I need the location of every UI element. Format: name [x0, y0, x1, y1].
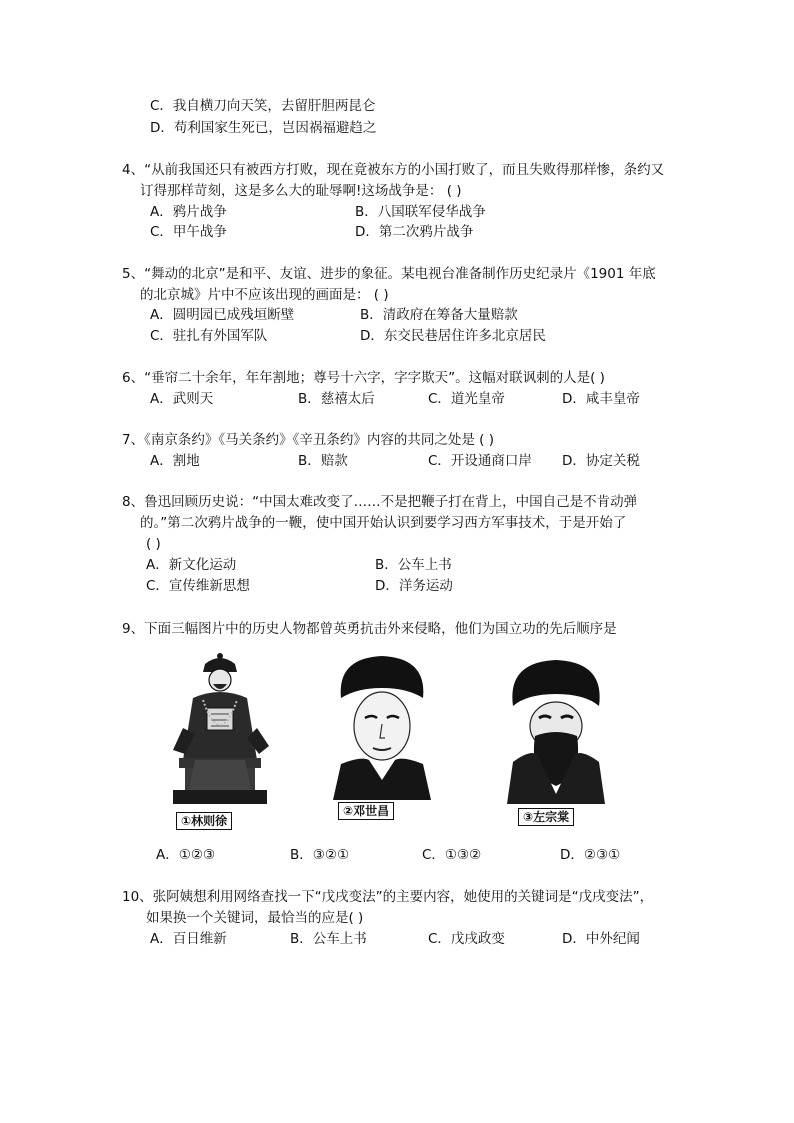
- q6-option-a: A．武则天: [150, 391, 214, 407]
- q7-option-b: B．赔款: [298, 453, 348, 469]
- portrait-deng-shichang: [327, 652, 437, 800]
- caption-lin-zexu: ①林则徐: [176, 812, 232, 830]
- q5-option-a: A．圆明园已成残垣断壁: [150, 307, 295, 323]
- q6-option-b: B．慈禧太后: [298, 391, 375, 407]
- q9-option-d: D．②③①: [560, 847, 621, 863]
- q7-stem-line1: 7、《南京条约》《马关条约》《辛丑条约》内容的共同之处是 ( ): [122, 432, 494, 448]
- portrait-lin-zexu: [165, 650, 275, 808]
- q6-option-c: C．道光皇帝: [428, 391, 505, 407]
- q5-stem-line2: 的北京城》片中不应该出现的画面是： ( ): [140, 287, 389, 303]
- q9-option-b: B．③②①: [290, 847, 350, 863]
- q8-option-d: D．洋务运动: [375, 578, 453, 594]
- q8-option-b: B．公车上书: [375, 557, 452, 573]
- q9-option-c: C．①③②: [422, 847, 482, 863]
- q9-option-a: A．①②③: [156, 847, 216, 863]
- q3-option-d: D．苟利国家生死已，岂因祸福避趋之: [150, 120, 377, 136]
- q4-option-c: C．甲午战争: [150, 224, 227, 240]
- q5-option-d: D．东交民巷居住许多北京居民: [360, 328, 546, 344]
- q10-option-d: D．中外纪闻: [562, 931, 640, 947]
- q4-stem-line2: 订得那样苛刻，这是多么大的耻辱啊!这场战争是： ( ): [140, 183, 462, 199]
- q3-option-c: C．我自横刀向天笑，去留肝胆两昆仑: [150, 98, 376, 114]
- q8-option-c: C．宣传维新思想: [146, 578, 250, 594]
- q4-stem-line1: 4、“从前我国还只有被西方打败，现在竟被东方的小国打败了，而且失败得那样惨，条约又: [122, 162, 665, 178]
- q10-stem-line2: 如果换一个关键词，最恰当的应是( ): [146, 910, 364, 926]
- q8-stem-line2: 的。”第二次鸦片战争的一鞭，使中国开始认识到要学习西方军事技术，于是开始了: [140, 515, 627, 531]
- q4-option-a: A．鸦片战争: [150, 204, 227, 220]
- q7-option-d: D．协定关税: [562, 453, 640, 469]
- q6-stem-line1: 6、“垂帘二十余年，年年割地；尊号十六字，字字欺天”。这幅对联讽刺的人是( ): [122, 370, 605, 386]
- q8-stem-line1: 8、鲁迅回顾历史说：“中国太难改变了……不是把鞭子打在背上，中国自己是不肯动弹: [122, 494, 638, 510]
- q6-option-d: D．咸丰皇帝: [562, 391, 640, 407]
- q8-stem-line3: ( ): [146, 536, 161, 552]
- q5-option-c: C．驻扎有外国军队: [150, 328, 268, 344]
- q4-option-b: B．八国联军侵华战争: [355, 204, 486, 220]
- q8-option-a: A．新文化运动: [146, 557, 237, 573]
- q10-option-b: B．公车上书: [290, 931, 367, 947]
- q9-stem-line1: 9、下面三幅图片中的历史人物都曾英勇抗击外来侵略，他们为国立功的先后顺序是: [122, 621, 617, 637]
- q5-stem-line1: 5、“舞动的北京”是和平、友谊、进步的象征。某电视台准备制作历史纪录片《1901 年底: [122, 266, 656, 282]
- q10-option-c: C．戊戌政变: [428, 931, 505, 947]
- q7-option-c: C．开设通商口岸: [428, 453, 532, 469]
- caption-zuo-zongtang: ③左宗棠: [518, 808, 574, 826]
- caption-deng-shichang: ②邓世昌: [338, 802, 394, 820]
- q4-option-d: D．第二次鸦片战争: [355, 224, 474, 240]
- q7-option-a: A．割地: [150, 453, 200, 469]
- q10-option-a: A．百日维新: [150, 931, 227, 947]
- q5-option-b: B．清政府在筹备大量赔款: [360, 307, 518, 323]
- portrait-zuo-zongtang: [505, 654, 607, 804]
- q10-stem-line1: 10、张阿姨想利用网络查找一下“戊戌变法”的主要内容，她使用的关键词是“戊戌变法”，: [122, 889, 654, 905]
